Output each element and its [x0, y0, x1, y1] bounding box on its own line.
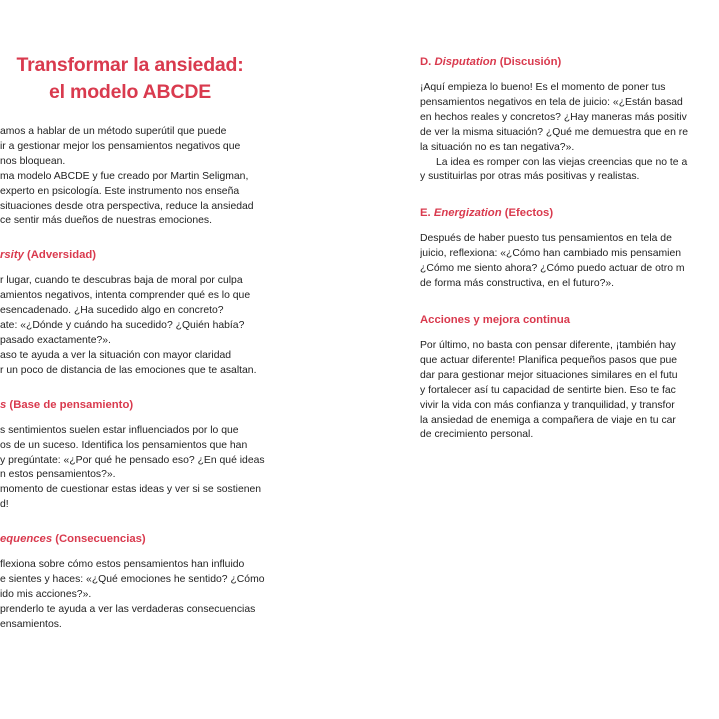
text-line: ce sentir más dueños de nuestras emociones. — [0, 215, 212, 227]
text-line: ma modelo ABCDE y fue creado por Martin Seligman, — [0, 170, 249, 182]
heading-term: Energization — [433, 207, 502, 220]
title-line-1: Transformar la ansiedad: — [16, 54, 244, 76]
heading-rest: (Consecuencias) — [52, 533, 146, 546]
text-line: y pregúntate: «¿Por qué he pensado eso? ¿En qué ideas — [0, 454, 265, 466]
text-line: experto en psicología. Este instrumento nos enseña — [0, 185, 240, 197]
text-line: n estos pensamientos?». — [0, 469, 116, 481]
section-f-heading: Acciones y mejora continua — [420, 313, 571, 326]
section-c-heading — [0, 532, 330, 547]
section-f-body — [420, 339, 719, 443]
section-b-body — [0, 424, 330, 513]
text-line: Después de haber puesto tus pensamientos en tela de — [420, 233, 672, 245]
section-c-body — [0, 558, 330, 633]
left-column — [0, 125, 330, 633]
section-e-body — [420, 232, 719, 292]
text-line: esencadenado. ¿Ha sucedido algo en concreto? — [0, 305, 224, 317]
heading-rest: (Discusión) — [496, 56, 562, 68]
text-line: flexiona sobre cómo estos pensamientos han influido — [0, 559, 245, 571]
text-line: situaciones desde otra perspectiva, reduce la ansiedad — [0, 200, 254, 212]
text-line: momento de cuestionar estas ideas y ver si se sostienen — [0, 484, 262, 496]
text-line: os de un suceso. Identifica los pensamientos que han — [0, 439, 248, 451]
text-line: de ver la misma situación? ¿Qué me demuestra que en re — [420, 126, 688, 138]
text-line: e sientes y haces: «¿Qué emociones he sentido? ¿Cómo — [0, 574, 265, 586]
text-line: ido mis acciones?». — [0, 588, 92, 600]
text-line: juicio, reflexiona: «¿Cómo han cambiado mis pensamien — [420, 248, 682, 260]
text-line: ¡Aquí empieza lo bueno! Es el momento de poner tus — [420, 82, 666, 93]
text-line: de forma más constructiva, en el futuro?». — [420, 278, 615, 290]
text-line: en hechos reales y concretos? ¿Hay maneras más positiv — [420, 111, 687, 123]
text-line: d! — [0, 499, 9, 511]
text-line: y sustituirlas por otras más positivas y realistas. — [420, 171, 640, 183]
text-line: r un poco de distancia de las emociones que te asaltan. — [0, 364, 257, 376]
text-line: La idea es romper con las viejas creencias que no te a — [436, 156, 688, 168]
text-line: ensamientos. — [0, 618, 62, 630]
heading-rest: (Efectos) — [501, 207, 554, 220]
text-line: amientos negativos, intenta comprender qué es lo que — [0, 290, 251, 302]
section-e-heading — [420, 206, 719, 221]
text-line: prenderlo te ayuda a ver las verdaderas consecuencias — [0, 603, 256, 615]
text-line: ate: «¿Dónde y cuándo ha sucedido? ¿Quién había? — [0, 320, 245, 332]
text-line: y fortalecer así tu capacidad de sentirte bien. Eso te fac — [420, 384, 676, 396]
heading-term: s — [0, 398, 7, 411]
section-d-body — [420, 81, 719, 185]
heading-rest: (Base de pensamiento) — [6, 398, 134, 411]
intro-paragraph — [0, 125, 330, 229]
right-column — [420, 55, 719, 443]
section-a-body — [0, 274, 330, 378]
text-line: dar para gestionar mejor situaciones similares en el futu — [420, 369, 678, 381]
text-line: de crecimiento personal. — [420, 429, 534, 441]
section-b-heading — [0, 398, 330, 413]
heading-rest: (Adversidad) — [23, 249, 97, 262]
text-line: pasado exactamente?». — [0, 334, 111, 346]
text-line: ir a gestionar mejor los pensamientos negativos que — [0, 140, 241, 152]
text-line: la ansiedad de enemiga a compañera de viaje en tu car — [420, 414, 676, 426]
text-line: pensamientos negativos en tela de juicio: «¿Están basad — [420, 96, 683, 108]
text-line: amos a hablar de un método superútil que puede — [0, 126, 227, 137]
text-line: Por último, no basta con pensar diferente, ¡también hay — [420, 339, 676, 351]
text-line: vivir la vida con más confianza y tranquilidad, y transfor — [420, 399, 675, 411]
text-line: la situación no es tan negativa?». — [420, 141, 575, 153]
heading-term: rsity — [0, 249, 24, 262]
heading-prefix: D. — [420, 56, 435, 68]
text-line: ¿Cómo me siento ahora? ¿Cómo puedo actuar de otro m — [420, 263, 685, 275]
text-line: nos bloquean. — [0, 155, 66, 167]
section-d-heading — [420, 55, 719, 70]
page-title — [0, 52, 270, 106]
text-line: s sentimientos suelen estar influenciados por lo que — [0, 424, 239, 436]
title-line-2: el modelo ABCDE — [48, 81, 212, 103]
text-line: r lugar, cuando te descubras baja de moral por culpa — [0, 275, 243, 287]
heading-term: equences — [0, 533, 53, 546]
heading-prefix: E. — [420, 207, 434, 220]
text-line: aso te ayuda a ver la situación con mayor claridad — [0, 349, 232, 361]
section-a-heading — [0, 248, 330, 263]
heading-term: Disputation — [434, 56, 497, 68]
text-line: que actuar diferente! Planifica pequeños pasos que pue — [420, 354, 678, 366]
